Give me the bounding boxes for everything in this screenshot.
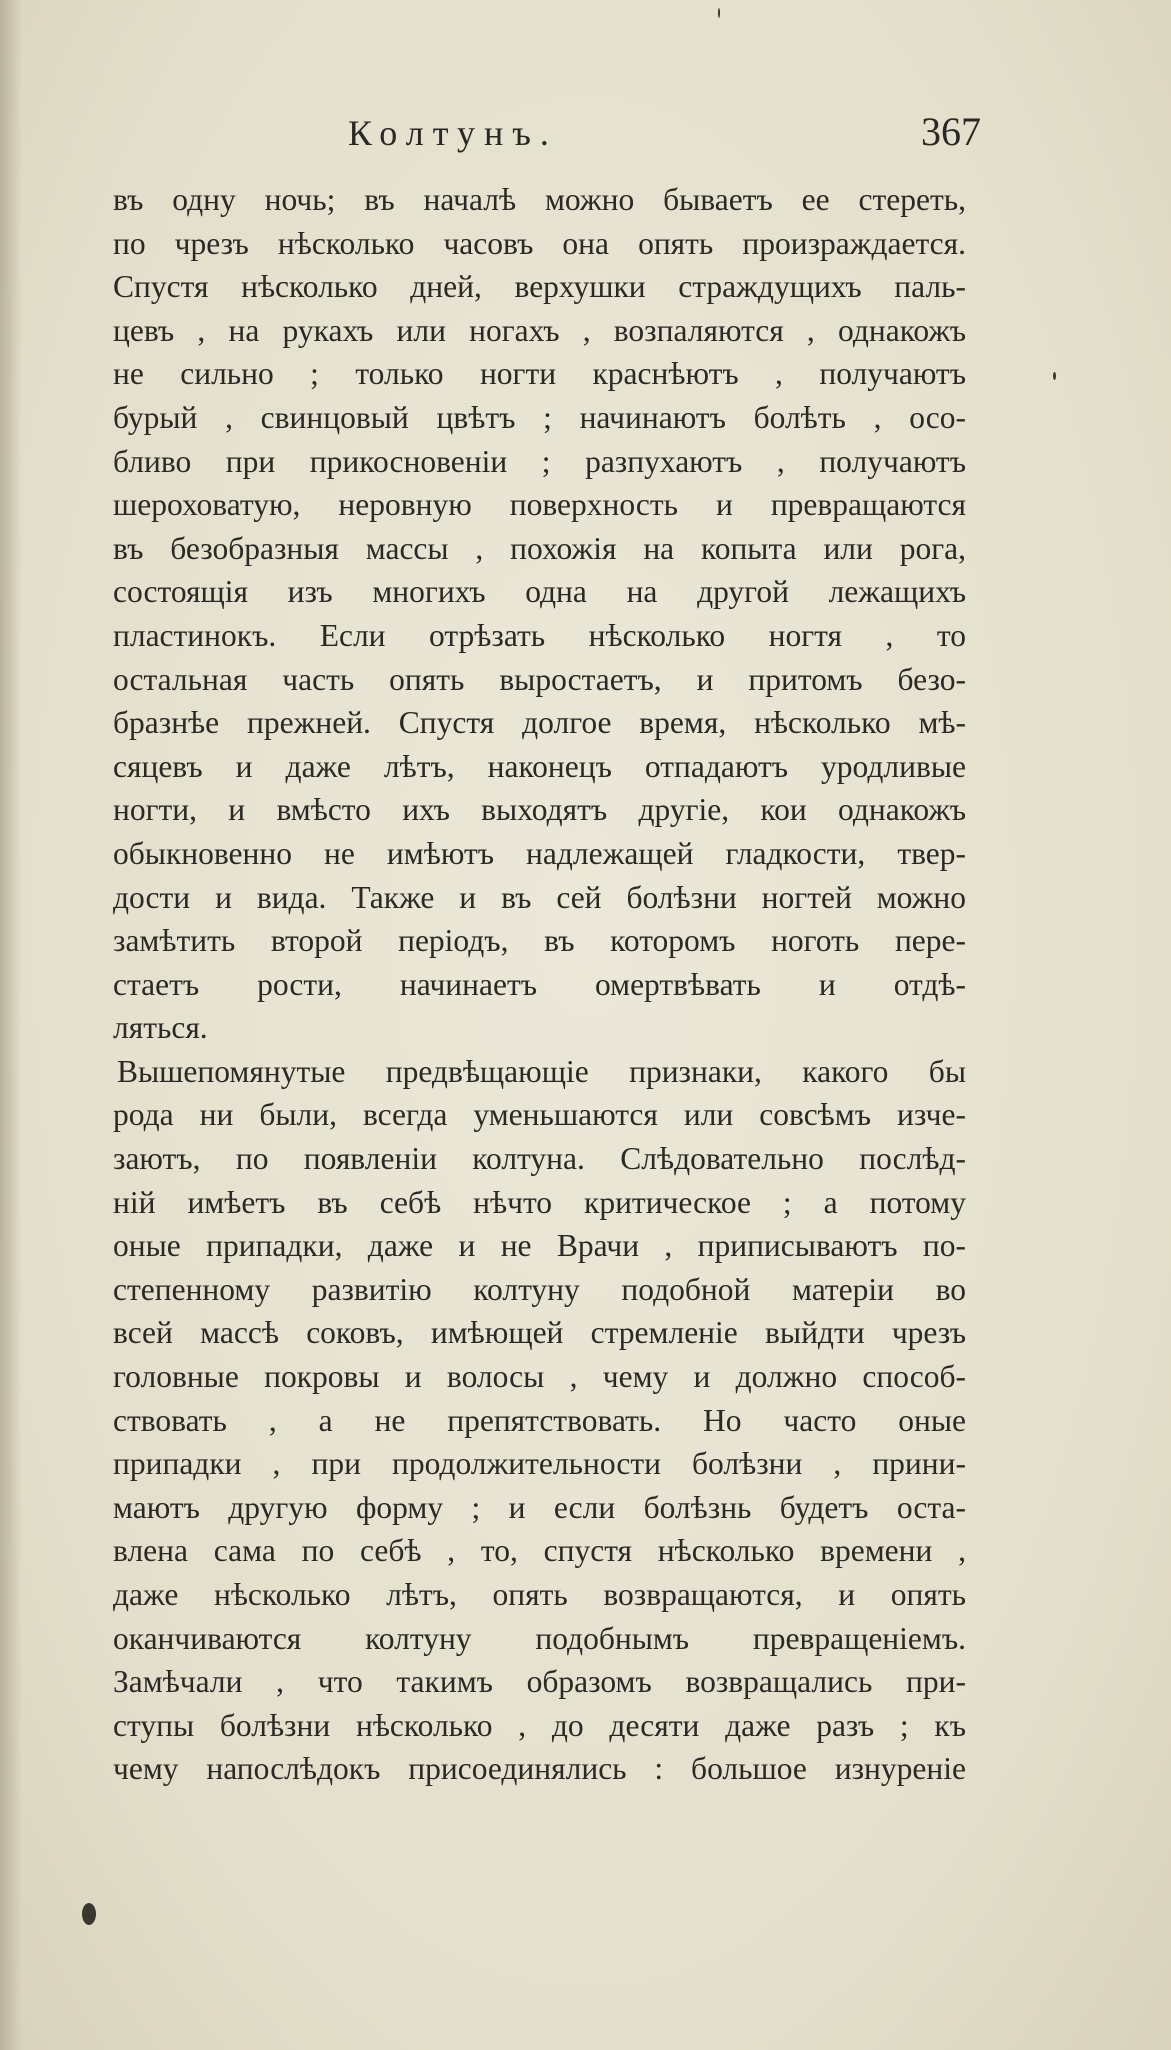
text-line: въ безобразныя массы , похожія на копыта или рога, — [113, 530, 966, 566]
text-line: всей массѣ соковъ, имѣющей стремленіе выйдти чрезъ — [113, 1315, 966, 1351]
text-line: замѣтить второй періодъ, въ которомъ ноготь пере- — [113, 923, 966, 959]
text-line: головные покровы и волосы , чему и должно способ- — [113, 1359, 966, 1395]
text-line: ній имѣетъ въ себѣ нѣчто критическое ; а потому — [113, 1184, 966, 1220]
text-line: по чрезъ нѣсколько часовъ она опять произраждается. — [113, 225, 966, 261]
paragraph-2 — [113, 1050, 966, 1791]
page-header — [113, 109, 981, 162]
page-number: 367 — [921, 109, 981, 154]
text-line: оканчиваются колтуну подобнымъ превращеніемъ. — [113, 1620, 966, 1656]
text-line: ствовать , а не препятствовать. Но часто оные — [113, 1402, 966, 1438]
text-line: степенному развитію колтуну подобной матеріи во — [113, 1271, 966, 1307]
text-line: рода ни были, всегда уменьшаются или совсѣмъ изче- — [113, 1097, 966, 1133]
text-line: обыкновенно не имѣютъ надлежащей гладкости, твер- — [113, 835, 966, 871]
text-line: сяцевъ и даже лѣтъ, наконецъ отпадаютъ уродливые — [113, 748, 966, 784]
running-title: Колтунъ. — [348, 113, 558, 153]
text-line: Спустя нѣсколько дней, верхушки страждущихъ паль- — [113, 269, 966, 305]
text-line: шероховатую, неровную поверхность и превращаются — [113, 487, 966, 523]
text-line: остальная часть опять выростаетъ, и притомъ безо- — [113, 661, 966, 697]
text-line: не сильно ; только ногти краснѣютъ , получаютъ — [113, 356, 966, 392]
text-line: стаетъ рости, начинаетъ омертвѣвать и отдѣ- — [113, 966, 966, 1002]
text-line: заютъ, по появленіи колтуна. Слѣдовательно послѣд- — [113, 1141, 966, 1177]
text-line: Замѣчали , что такимъ образомъ возвращались при- — [113, 1664, 966, 1700]
text-line: даже нѣсколько лѣтъ, опять возвращаются, и опять — [113, 1577, 966, 1612]
text-line: оные припадки, даже и не Врачи , приписываютъ по- — [113, 1228, 966, 1264]
body-text — [113, 178, 966, 1791]
text-line: маютъ другую форму ; и если болѣзнь будетъ оста- — [113, 1489, 966, 1525]
text-line: пластинокъ. Если отрѣзать нѣсколько ногтя , то — [113, 617, 966, 653]
text-line: состоящія изъ многихъ одна на другой лежащихъ — [113, 574, 966, 610]
text-line: бурый , свинцовый цвѣтъ ; начинаютъ болѣть , осо- — [113, 399, 966, 435]
ink-blot-mark — [82, 1903, 96, 1925]
ink-speck-mark — [1053, 372, 1056, 380]
text-line: влена сама по себѣ , то, спустя нѣсколько времени , — [113, 1533, 966, 1569]
binding-shadow — [0, 0, 22, 2050]
text-line: бливо при прикосновеніи ; разпухаютъ , получаютъ — [113, 443, 966, 479]
text-line: ногти, и вмѣсто ихъ выходятъ другіе, кои однакожъ — [113, 792, 966, 828]
text-line: Вышепомянутые предвѣщающіе признаки, какого бы — [117, 1053, 966, 1089]
text-line: въ одну ночь; въ началѣ можно бываетъ ее стереть, — [113, 182, 966, 217]
text-line: ляться. — [113, 1010, 208, 1046]
text-line: дости и вида. Также и въ сей болѣзни ногтей можно — [113, 879, 966, 915]
text-line: бразнѣе прежней. Спустя долгое время, нѣсколько мѣ- — [113, 705, 966, 741]
text-line: цевъ , на рукахъ или ногахъ , возпаляются , однакожъ — [113, 312, 966, 348]
text-line: ступы болѣзни нѣсколько , до десяти даже разъ ; къ — [113, 1707, 966, 1743]
text-line: припадки , при продолжительности болѣзни , прини- — [113, 1446, 966, 1482]
text-line: чему напослѣдокъ присоединялись : большое изнуреніе — [113, 1751, 966, 1787]
paragraph-1 — [113, 178, 966, 1050]
ink-speck-mark — [718, 8, 720, 18]
